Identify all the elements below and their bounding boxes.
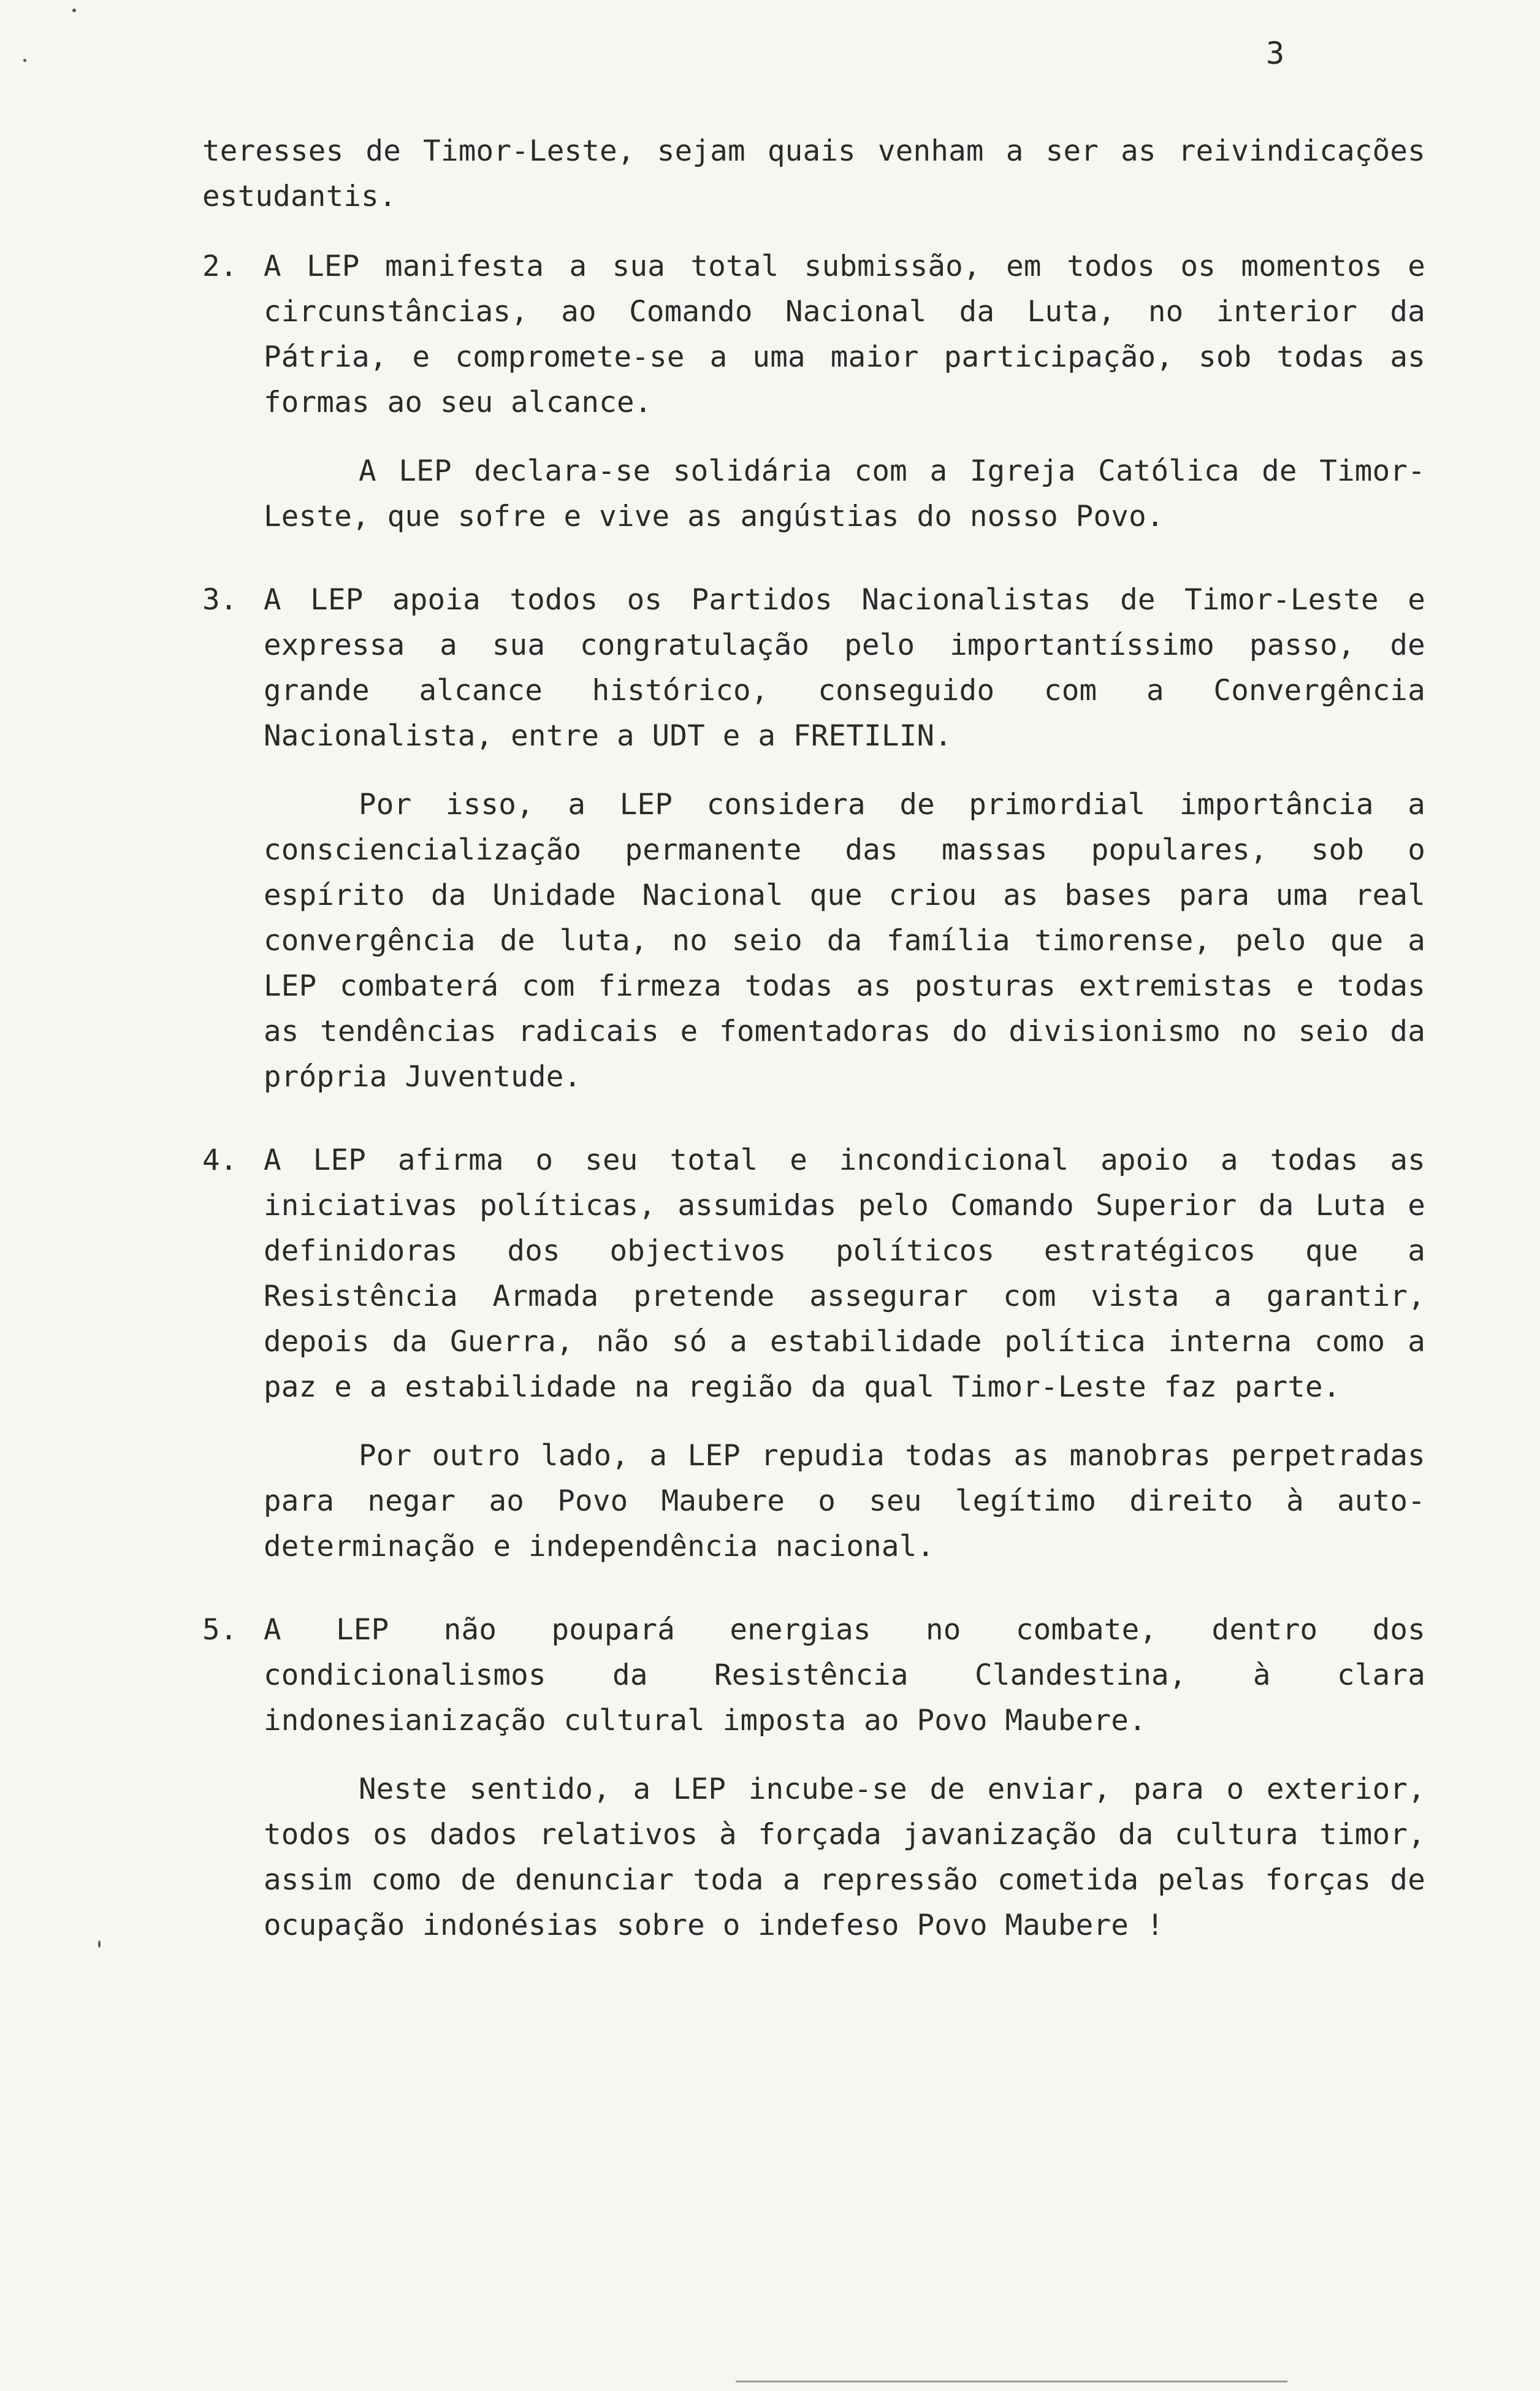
item-number: 3.: [202, 583, 238, 617]
item-number: 2.: [202, 250, 238, 283]
scan-speck: [98, 1940, 101, 1948]
item-paragraph: A LEP apoia todos os Partidos Nacionalistas de Timor-Leste e expressa a sua congratulação pelo importantíssimo passo, de grande alcance histórico, conseguido com a Convergência Nacionalista, entre a UDT e a FRETILIN.: [264, 583, 1425, 753]
document-body: [202, 129, 1425, 1986]
item-paragraph: A LEP afirma o seu total e incondicional apoio a todas as iniciativas políticas, assumidas pelo Comando Superior da Luta e definidoras dos objectivos políticos estratégicos que a Resistência Armada pretende assegurar com vista a garantir, depois da Guerra, não só a estabilidade política interna como a paz e a estabilidade na região da qual Timor-Leste faz parte.: [264, 1143, 1425, 1404]
item-paragraph: Por outro lado, a LEP repudia todas as manobras perpetradas para negar ao Povo Maubere o seu legítimo direito à auto-determinação e independência nacional.: [264, 1439, 1425, 1563]
list-item-3: [202, 578, 1425, 1100]
item-paragraph: Por isso, a LEP considera de primordial importância a consciencialização permanente das massas populares, sob o espírito da Unidade Nacional que criou as bases para uma real convergência de luta, no seio da família timorense, pelo que a LEP combaterá com firmeza todas as posturas extremistas e todas as tendências radicais e fomentadoras do divisionismo no seio da própria Juventude.: [264, 788, 1425, 1094]
item-paragraph: A LEP não poupará energias no combate, dentro dos condicionalismos da Resistência Clandestina, à clara indonesianização cultural imposta ao Povo Maubere.: [264, 1613, 1425, 1737]
list-item-4: [202, 1138, 1425, 1569]
item-paragraph: Neste sentido, a LEP incube-se de enviar, para o exterior, todos os dados relativos à forçada javanização da cultura timor, assim como de denunciar toda a repressão cometida pelas forças de ocupação indonésias sobre o indefeso Povo Maubere !: [264, 1772, 1425, 1942]
page-number: 3: [1266, 36, 1285, 71]
item-paragraph: A LEP manifesta a sua total submissão, em todos os momentos e circunstâncias, ao Comando Nacional da Luta, no interior da Pátria, e compromete-se a uma maior participação, sob todas as formas ao seu alcance.: [264, 250, 1425, 419]
scan-edge-line: [736, 2381, 1287, 2382]
item-number: 4.: [202, 1143, 238, 1177]
intro-paragraph: teresses de Timor-Leste, sejam quais venham a ser as reivindicações estudantis.: [202, 134, 1425, 213]
list-item-2: [202, 244, 1425, 540]
scan-speck: [72, 9, 76, 12]
list-item-5: [202, 1607, 1425, 1948]
item-number: 5.: [202, 1613, 238, 1647]
item-paragraph: A LEP declara-se solidária com a Igreja Católica de Timor-Leste, que sofre e vive as angústias do nosso Povo.: [264, 454, 1425, 533]
scan-speck: [23, 59, 26, 62]
